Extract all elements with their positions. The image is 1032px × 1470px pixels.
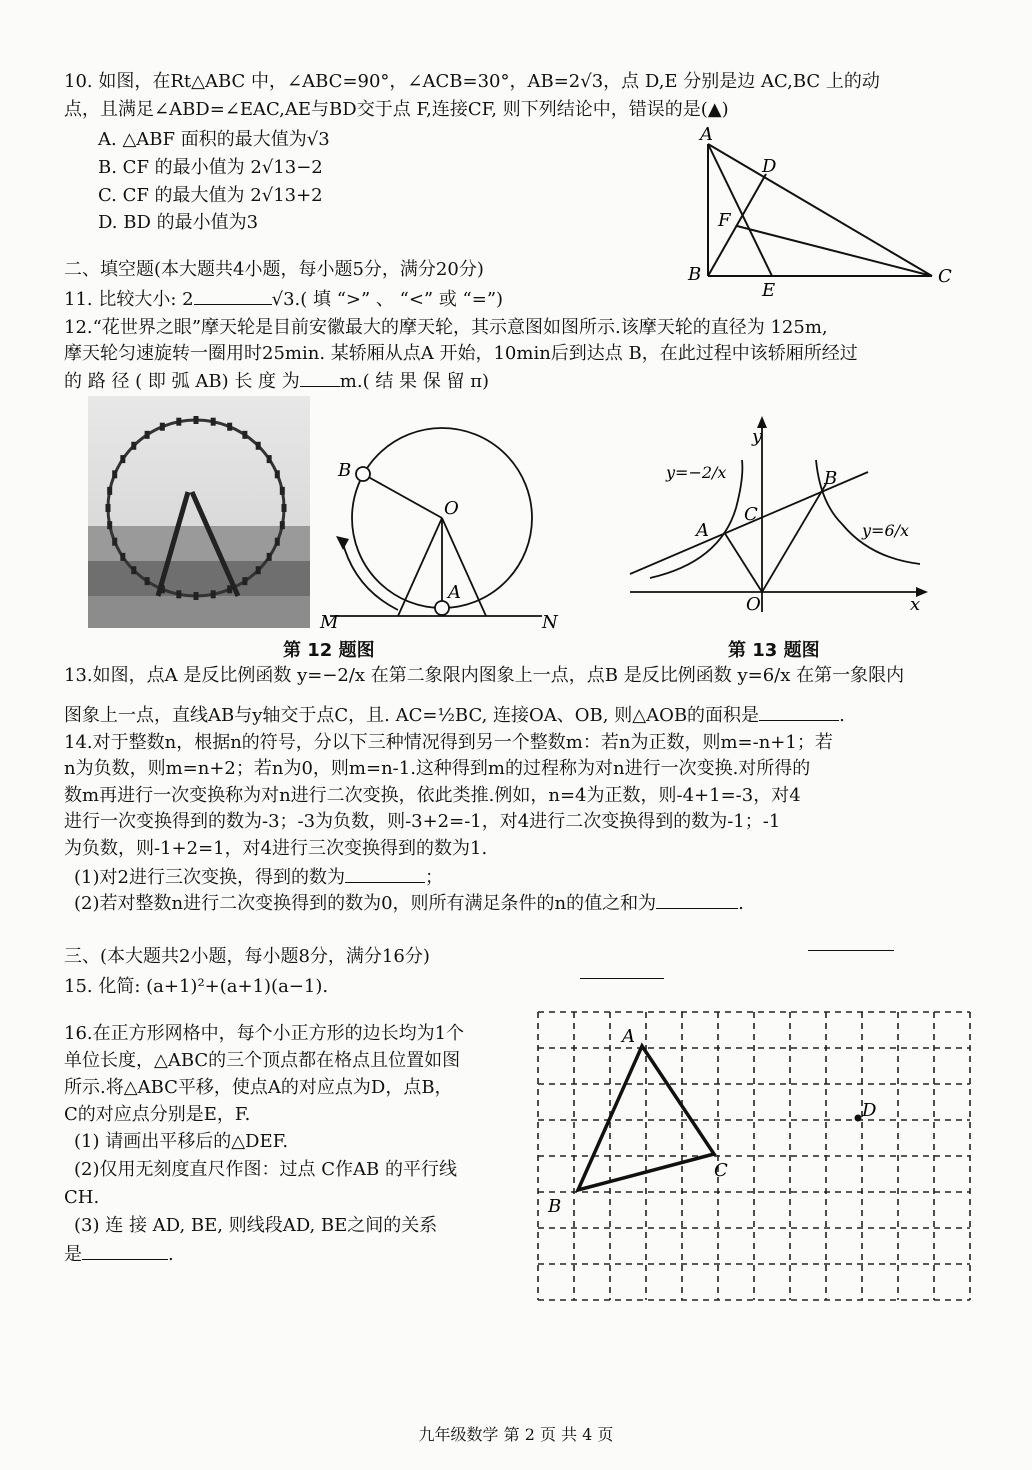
ferris-wheel-cabin xyxy=(145,577,150,585)
q13-label-o: O xyxy=(746,594,761,615)
q14-line1: 14.对于整数n，根据n的符号，分以下三种情况得到另一个整数m：若n为正数，则m=-n+1；若 xyxy=(64,732,833,753)
q13-label-f2: y=6/x xyxy=(862,521,910,540)
q12-label-n: N xyxy=(542,612,558,633)
q16-line2: 单位长度，△ABC的三个顶点都在格点且位置如图 xyxy=(64,1050,461,1071)
q12-line3-prefix: 的 路 径 ( 即 弧 AB) 长 度 为 xyxy=(64,371,300,392)
q11-prefix: 11. 比较大小: 2 xyxy=(64,289,194,310)
ferris-wheel-cabin xyxy=(211,418,216,426)
ferris-wheel-cabin xyxy=(112,538,117,546)
q16-part3-end: . xyxy=(168,1244,174,1265)
q13-caption: 第 13 题图 xyxy=(728,640,820,661)
ferris-wheel-cabin xyxy=(282,504,287,512)
q13-label-y: y xyxy=(752,426,763,447)
ferris-wheel-photo xyxy=(88,396,310,628)
q10-option-d: D. BD 的最小值为3 xyxy=(98,212,259,233)
ferris-wheel-cabin xyxy=(242,431,247,439)
q14-line3: 数m再进行一次变换称为对n进行二次变换，依此类推.例如，n=4为正数，则-4+1=-3，对4 xyxy=(64,785,801,806)
ferris-wheel-cabin xyxy=(194,416,199,424)
ferris-wheel-cabin xyxy=(227,423,232,431)
q12-line3 xyxy=(64,368,489,394)
q12-label-o: O xyxy=(444,498,459,519)
q10-label-e: E xyxy=(762,280,776,301)
ferris-wheel-cabin xyxy=(211,590,216,598)
section2-title: 二、填空题(本大题共4小题，每小题5分，满分20分) xyxy=(64,259,484,280)
q13-label-c: C xyxy=(744,504,758,525)
q16-part3-prefix: 是 xyxy=(64,1244,82,1265)
q10-label-b: B xyxy=(688,264,702,285)
q13-label-b: B xyxy=(824,468,838,489)
q12-line2: 摩天轮匀速旋转一圈用时25min. 某轿厢从点A 开始，10min后到达点 B，在此过程中该轿厢所经过 xyxy=(64,343,858,364)
q14-sub1 xyxy=(74,864,443,890)
q14-sub2-blank[interactable] xyxy=(656,890,738,909)
q14-line5: 为负数，则-1+2=1，对4进行三次变换得到的数为1. xyxy=(64,838,488,859)
stray-blank-line xyxy=(808,950,894,951)
q16-grid-figure xyxy=(532,1008,972,1304)
q10-option-c: C. CF 的最大值为 2√13+2 xyxy=(98,185,323,206)
q13-label-f1: y=−2/x xyxy=(666,463,727,482)
q13-line2 xyxy=(64,702,845,728)
q16-label-d: D xyxy=(862,1100,877,1121)
ferris-wheel-cabin xyxy=(267,455,272,463)
ferris-wheel-cabin xyxy=(107,487,112,495)
q14-sub2-end: . xyxy=(738,893,744,914)
q16-line4: C的对应点分别是E，F. xyxy=(64,1104,251,1125)
q11-suffix: √3.( 填 “>” 、 “<” 或 “=”) xyxy=(271,289,504,310)
q14-sub2-text: (2)若对整数n进行二次变换得到的数为0，则所有满足条件的n的值之和为 xyxy=(74,893,657,914)
q12-circle-diagram xyxy=(316,420,566,636)
q10-option-b: B. CF 的最小值为 2√13−2 xyxy=(98,157,323,178)
ferris-wheel-cabin xyxy=(160,423,165,431)
q10-option-a: A. △ABF 面积的最大值为√3 xyxy=(98,129,330,150)
ferris-wheel-cabin xyxy=(275,470,280,478)
section3-title: 三、(本大题共2小题，每小题8分，满分16分) xyxy=(64,946,430,967)
q11-answer-blank[interactable] xyxy=(194,286,272,305)
q16-part1: (1) 请画出平移后的△DEF. xyxy=(74,1131,289,1152)
q14-line2: n为负数，则m=n+2；若n为0，则m=n-1.这种得到m的过程称为对n进行一次变换.对所得的 xyxy=(64,758,811,779)
q10-label-a: A xyxy=(700,124,713,145)
q10-label-f: F xyxy=(718,210,731,231)
ferris-wheel-cabin xyxy=(275,538,280,546)
q16-part3: (3) 连 接 AD, BE, 则线段AD, BE之间的关系 xyxy=(74,1215,438,1236)
q16-label-b: B xyxy=(548,1196,562,1217)
ferris-wheel-cabin xyxy=(194,592,199,600)
ferris-wheel-cabin xyxy=(112,470,117,478)
q10-label-c: C xyxy=(938,266,952,287)
ferris-wheel-cabin xyxy=(106,504,111,512)
ferris-wheel-cabin xyxy=(280,521,285,529)
q10-line2: 点，且满足∠ABD=∠EAC,AE与BD交于点 F,连接CF, 则下列结论中，错误的是(▲) xyxy=(64,99,729,120)
q12-answer-blank[interactable] xyxy=(300,368,340,387)
q13-graph xyxy=(620,412,940,618)
q13-label-a: A xyxy=(696,520,709,541)
q12-label-a: A xyxy=(448,582,461,603)
ferris-wheel-cabin xyxy=(280,487,285,495)
q12-label-b: B xyxy=(338,460,352,481)
q14-sub2 xyxy=(74,890,744,916)
q16-label-a: A xyxy=(622,1026,635,1047)
q13-line2-end: . xyxy=(839,705,845,726)
page-footer: 九年级数学 第 2 页 共 4 页 xyxy=(418,1425,614,1444)
q13-label-x: x xyxy=(910,594,921,615)
q16-answer-blank[interactable] xyxy=(82,1241,168,1260)
q13-answer-blank[interactable] xyxy=(759,702,839,721)
q16-part2: (2)仅用无刻度直尺作图：过点 C作AB 的平行线 xyxy=(74,1159,457,1180)
q16-line3: 所示.将△ABC平移，使点A的对应点为D，点B， xyxy=(64,1077,453,1098)
ferris-wheel-cabin xyxy=(131,566,136,574)
ferris-wheel-cabin xyxy=(242,577,247,585)
q12-line1: 12.“花世界之眼”摩天轮是目前安徽最大的摩天轮，其示意图如图所示.该摩天轮的直径为 125m, xyxy=(64,317,828,338)
stray-blank-line-2 xyxy=(580,978,664,979)
q12-line3-suffix: m.( 结 果 保 留 π) xyxy=(339,371,490,392)
q16-line1: 16.在正方形网格中，每个小正方形的边长均为1个 xyxy=(64,1023,465,1044)
q10-line1: 10. 如图，在Rt△ABC 中，∠ABC=90°，∠ACB=30°，AB=2√3，点 D,E 分别是边 AC,BC 上的动 xyxy=(64,71,880,92)
q13-line1: 13.如图，点A 是反比例函数 y=−2/x 在第二象限内图象上一点，点B 是反比例函数 y=6/x 在第一象限内 xyxy=(64,665,905,686)
q14-sub1-end: ； xyxy=(424,867,443,888)
q16-label-c: C xyxy=(714,1160,728,1181)
q14-sub1-text: (1)对2进行三次变换，得到的数为 xyxy=(74,867,345,888)
q16-part2-cont: CH. xyxy=(64,1187,100,1208)
ferris-wheel-cabin xyxy=(176,590,181,598)
q11-line xyxy=(64,286,503,312)
ferris-wheel-cabin xyxy=(176,418,181,426)
q14-line4: 进行一次变换得到的数为-3；-3为负数，则-3+2=-1，对4进行二次变换得到的数为-1；-1 xyxy=(64,811,781,832)
ferris-wheel-cabin xyxy=(256,442,261,450)
q10-label-d: D xyxy=(762,156,777,177)
ferris-wheel-cabin xyxy=(256,566,261,574)
q16-part3-cont xyxy=(64,1241,174,1267)
ferris-wheel-cabin xyxy=(267,553,272,561)
q12-caption: 第 12 题图 xyxy=(283,640,375,661)
ferris-wheel-cabin xyxy=(131,442,136,450)
ferris-wheel-cabin xyxy=(145,431,150,439)
q13-line2-text: 图象上一点，直线AB与y轴交于点C，且. AC=½BC, 连接OA、OB, 则△AOB的面积是 xyxy=(64,705,760,726)
ferris-wheel-cabin xyxy=(120,553,125,561)
q14-sub1-blank[interactable] xyxy=(345,864,425,883)
q10-triangle-figure xyxy=(680,122,970,302)
ferris-wheel-cabin xyxy=(107,521,112,529)
q15-text: 15. 化简: (a+1)²+(a+1)(a−1). xyxy=(64,976,329,997)
q12-label-m: M xyxy=(320,612,339,633)
ferris-wheel-cabin xyxy=(120,455,125,463)
